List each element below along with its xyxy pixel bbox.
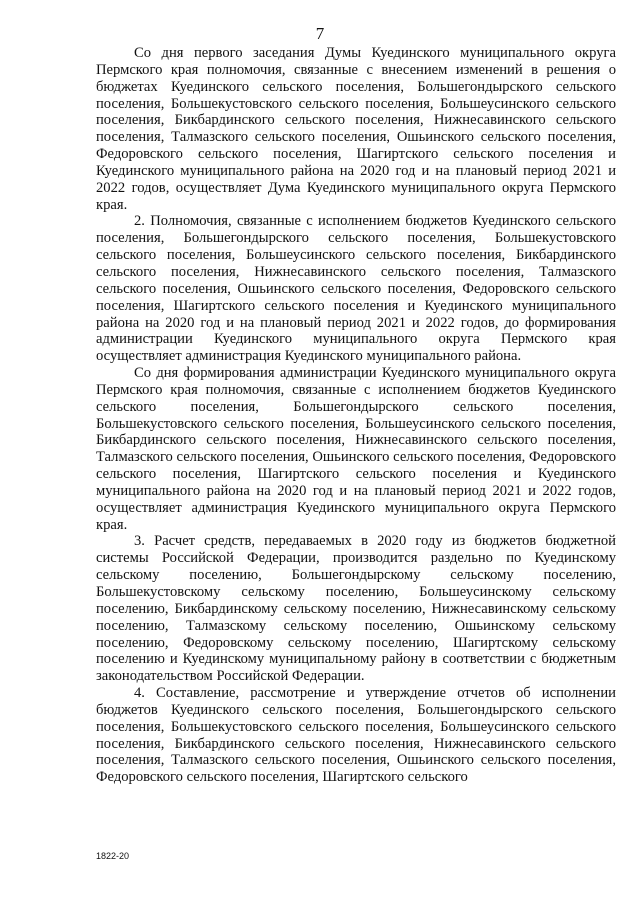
document-code: 1822-20 [96, 851, 130, 861]
paragraph-4: 3. Расчет средств, передаваемых в 2020 году из бюджетов бюджетной системы Российской Федерации, производится раздельно по Куединскому сельскому поселению, Большегондырскому сельскому поселению, Большекустовскому сельскому поселению, Большеусинскому сельскому поселению, Бикбардинскому сельскому поселению, Нижнесавинскому сельскому поселению, Талмазскому сельскому поселению, Ошьинскому сельскому поселению, Федоровскому сельскому поселению, Шагиртскому сельскому поселению и Куединскому муниципальному району в соответствии с бюджетным законодательством Российской Федерации. [96, 533, 616, 685]
document-body [96, 45, 616, 786]
paragraph-5: 4. Составление, рассмотрение и утверждение отчетов об исполнении бюджетов Куединского сельского поселения, Большегондырского сельского поселения, Большекустовского сельского поселения, Большеусинского сельского поселения, Бикбардинского сельского поселения, Нижнесавинского сельского поселения, Талмазского сельского поселения, Ошьинского сельского поселения, Федоровского сельского поселения, Шагиртского сельского [96, 685, 616, 786]
paragraph-1: Со дня первого заседания Думы Куединского муниципального округа Пермского края полномочия, связанные с внесением изменений в решения о бюджетах Куединского сельского поселения, Большегондырского сельского поселения, Большекустовского сельского поселения, Большеусинского сельского поселения, Бикбардинского сельского поселения, Нижнесавинского сельского поселения, Талмазского сельского поселения, Ошьинского сельского поселения, Федоровского сельского поселения, Шагиртского сельского поселения и Куединского муниципального района на 2020 год и на плановый период 2021 и 2022 годов, осуществляет Дума Куединского муниципального округа Пермского края. [96, 45, 616, 213]
paragraph-2: 2. Полномочия, связанные с исполнением бюджетов Куединского сельского поселения, Большегондырского сельского поселения, Большекустовского сельского поселения, Большеусинского сельского поселения, Бикбардинского сельского поселения, Нижнесавинского сельского поселения, Талмазского сельского поселения, Ошьинского сельского поселения, Федоровского сельского поселения, Шагиртского сельского поселения и Куединского муниципального района на 2020 год и на плановый период 2021 и 2022 годов, до формирования администрации Куединского муниципального округа Пермского края осуществляет администрация Куединского муниципального района. [96, 213, 616, 365]
page-number: 7 [315, 24, 325, 43]
paragraph-3: Со дня формирования администрации Куединского муниципального округа Пермского края полномочия, связанные с исполнением бюджетов Куединского сельского поселения, Большегондырского сельского поселения, Большекустовского сельского поселения, Большеусинского сельского поселения, Бикбардинского сельского поселения, Нижнесавинского сельского поселения, Талмазского сельского поселения, Ошьинского сельского поселения, Федоровского сельского поселения, Шагиртского сельского поселения и Куединского муниципального района на 2020 год и на плановый период 2021 и 2022 годов, осуществляет администрация Куединского муниципального округа Пермского края. [96, 365, 616, 533]
